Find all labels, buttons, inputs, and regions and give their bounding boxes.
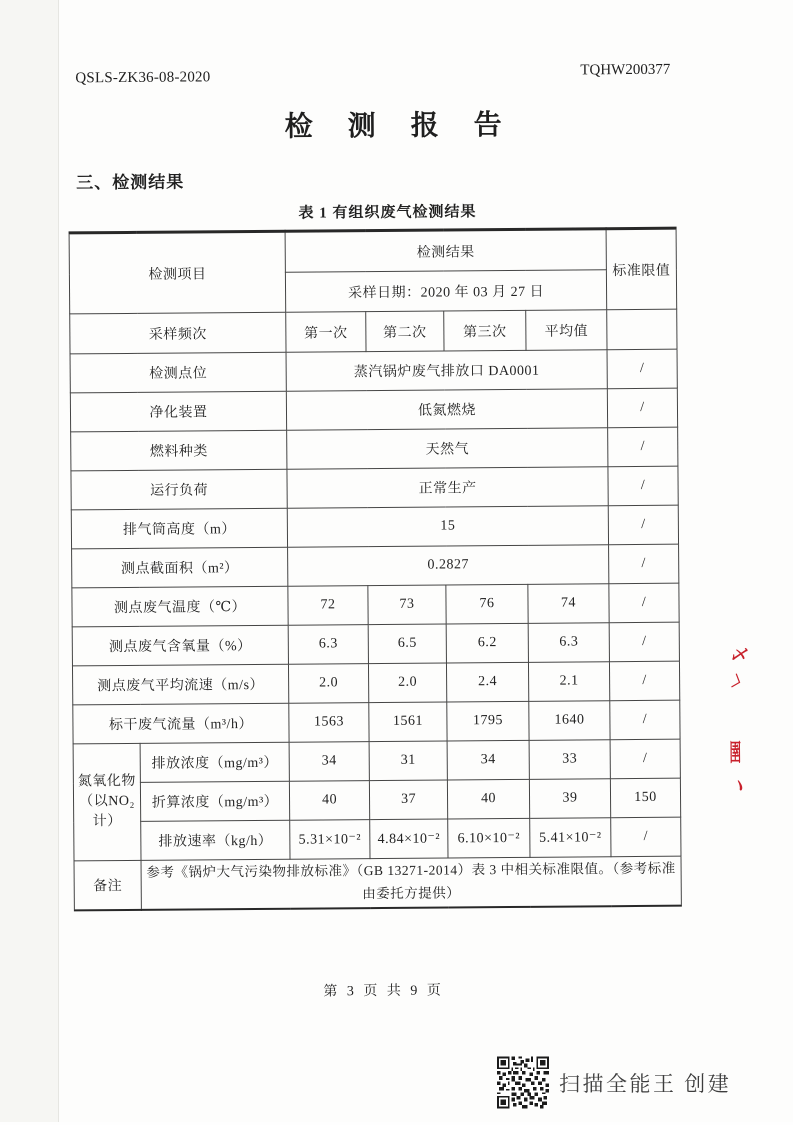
label-fuel-type: 燃料种类 [71,430,287,471]
label-stack-height: 排气筒高度（m） [71,508,287,549]
limit-operating-load: / [608,466,678,506]
table-row-operating-load [71,466,678,510]
temperature-run1: 72 [288,586,368,626]
table-row-remark [74,856,681,910]
table-row-detection-point [70,349,677,393]
limit-emission-rate: / [611,817,681,857]
table-row-nox-corrected-concentration [73,778,680,822]
run-avg-label: 平均值 [526,310,607,351]
label-oxygen: 测点废气含氧量（%） [72,625,288,666]
temperature-run3: 76 [446,584,528,624]
document-code: QSLS-ZK36-08-2020 [75,69,211,87]
header-item-label: 检测项目 [69,231,286,314]
table-row-oxygen [72,622,679,666]
table-row-velocity [72,661,679,705]
scanner-app-label: 扫描全能王 创建 [559,1071,732,1096]
red-stamp-fragment: 丶 [725,773,752,802]
limit-oxygen: / [609,622,679,662]
flow-run3: 1795 [447,701,529,741]
header-result-label: 检测结果 [285,229,606,273]
oxygen-run3: 6.2 [446,623,528,663]
emission-rate-run3: 6.10×10⁻² [448,818,530,858]
report-number: TQHW200377 [580,61,671,79]
pollutant-basis: （以NO₂计） [79,793,135,830]
page-number: 第 3 页 共 9 页 [323,983,444,1000]
page-title: 检 测 报 告 [284,109,516,143]
frequency-row [70,309,677,354]
run-1-label: 第一次 [286,312,366,353]
emission-conc-run1: 34 [289,742,369,782]
value-purifier: 低氮燃烧 [286,389,607,431]
value-fuel-type: 天然气 [287,428,608,470]
table-row-purifier [70,388,677,432]
remark-label: 备注 [74,860,141,910]
limit-flow-rate: / [610,700,680,740]
pollutant-group-label [73,743,141,861]
table-row-flow-rate [73,700,680,744]
emission-rate-run1: 5.31×10⁻² [290,820,370,860]
header-limit-label: 标准限值 [606,228,677,310]
emission-rate-avg: 5.41×10⁻² [530,818,611,858]
limit-detection-point: / [607,349,677,389]
results-table [69,227,682,912]
value-cross-section: 0.2827 [288,545,609,587]
temperature-avg: 74 [528,584,609,624]
emission-rate-run2: 4.84×10⁻² [370,819,448,859]
limit-fuel-type: / [608,427,678,467]
oxygen-run1: 6.3 [288,625,368,665]
velocity-run3: 2.4 [446,662,528,702]
flow-run2: 1561 [369,702,447,742]
value-detection-point: 蒸汽锅炉废气排放口 DA0001 [286,350,607,392]
run-2-label: 第二次 [366,311,444,352]
velocity-run1: 2.0 [288,664,368,704]
limit-emission-concentration: / [610,739,680,779]
qr-code-icon [497,1056,549,1109]
red-stamp-fragment: 圉 [729,741,742,768]
limit-corrected-concentration: 150 [610,778,680,818]
label-operating-load: 运行负荷 [71,469,287,510]
flow-avg: 1640 [529,701,610,741]
flow-run1: 1563 [289,703,369,743]
label-flow-rate: 标干废气流量（m³/h） [73,703,289,744]
table-row-nox-emission-rate [74,817,681,861]
label-corrected-concentration: 折算浓度（mg/m³） [140,781,289,821]
velocity-avg: 2.1 [528,662,609,702]
table-row-cross-section [72,544,679,588]
label-cross-section: 测点截面积（m²） [72,547,288,588]
oxygen-run2: 6.5 [368,624,446,664]
corrected-conc-run2: 37 [369,780,447,820]
table-header-row [69,228,676,274]
frequency-label: 采样频次 [70,312,286,354]
corrected-conc-run1: 40 [289,781,369,821]
scanner-watermark [497,1056,731,1109]
label-velocity: 测点废气平均流速（m/s） [72,664,288,705]
label-detection-point: 检测点位 [70,352,286,393]
emission-conc-avg: 33 [529,740,610,780]
emission-conc-run3: 34 [447,740,529,780]
limit-purifier: / [607,388,677,428]
value-stack-height: 15 [287,506,608,548]
oxygen-avg: 6.3 [528,623,609,663]
table-row-nox-emission-concentration [73,739,680,783]
table-caption: 表 1 有组织废气检测结果 [298,204,477,222]
temperature-run2: 73 [368,585,446,625]
velocity-run2: 2.0 [368,663,446,703]
limit-temperature: / [609,583,679,623]
run-3-label: 第三次 [444,310,526,351]
section-heading: 三、检测结果 [76,172,185,193]
pollutant-name: 氮氧化物 [77,773,136,789]
frequency-limit-cell [607,309,677,350]
label-temperature: 测点废气温度（℃） [72,586,288,627]
remark-text: 参考《锅炉大气污染物排放标准》（GB 13271-2014）表 3 中相关标准限值。（参考标准由委托方提供） [141,856,681,910]
sample-date-cell: 采样日期：2020 年 03 月 27 日 [285,270,606,313]
red-stamp-fragment: 乄 [730,645,750,666]
corrected-conc-run3: 40 [447,779,529,819]
table-row-fuel-type [71,427,678,471]
value-operating-load: 正常生产 [287,467,608,509]
table-row-temperature [72,583,679,627]
corrected-conc-avg: 39 [529,779,610,819]
label-purifier: 净化装置 [70,391,286,432]
limit-cross-section: / [609,544,679,584]
emission-conc-run2: 31 [369,741,447,781]
limit-velocity: / [609,661,679,701]
label-emission-rate: 排放速率（kg/h） [141,820,290,860]
limit-stack-height: / [608,505,678,545]
label-emission-concentration: 排放浓度（mg/m³） [140,742,289,782]
red-stamp-fragment: 〉 [730,674,750,695]
table-row-stack-height [71,505,678,549]
